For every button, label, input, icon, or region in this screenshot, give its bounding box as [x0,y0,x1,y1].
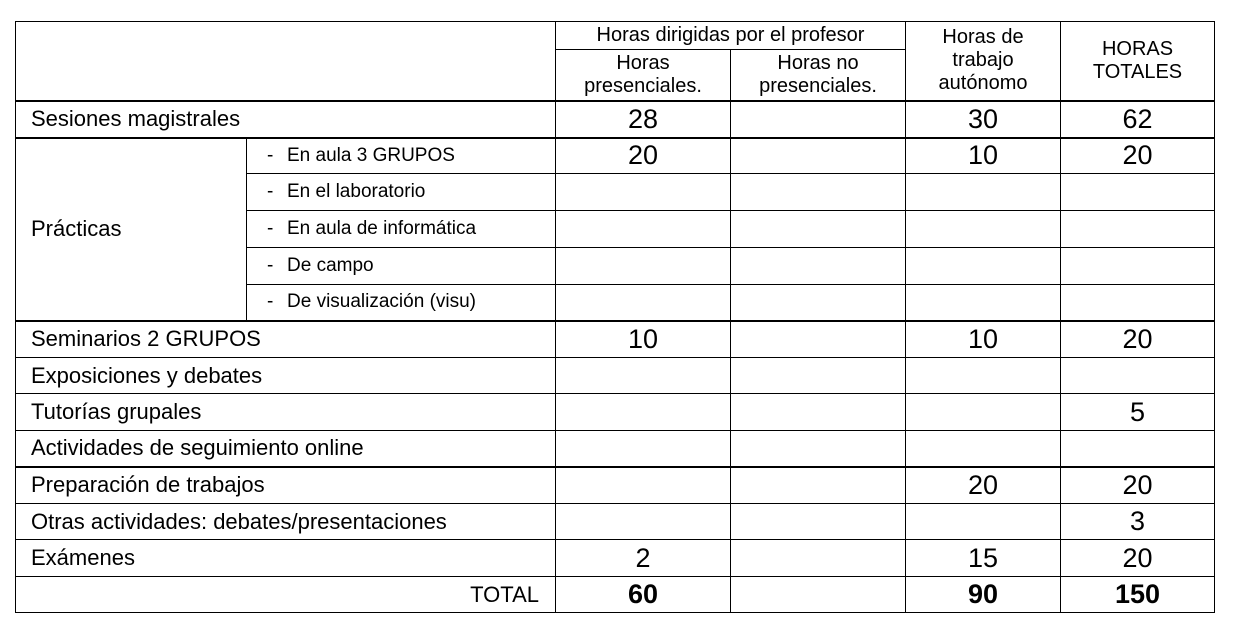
dash-marker: - [267,144,274,166]
header-presenciales: Horas presenciales. [556,50,731,101]
cell-no-presenciales [731,540,906,577]
cell-presenciales [556,248,731,285]
header-autonomo: Horas de trabajo autónomo [906,22,1061,101]
sub-label-text: En el laboratorio [287,181,426,202]
header-no-presenciales: Horas no presenciales. [731,50,906,101]
row-label: Preparación de trabajos [16,467,556,504]
cell-autonomo: 30 [906,101,1061,138]
cell-totales: 20 [1061,138,1215,174]
cell-autonomo: 10 [906,138,1061,174]
row-label: Seminarios 2 GRUPOS [16,321,556,358]
cell-totales: 62 [1061,101,1215,138]
cell-autonomo: 10 [906,321,1061,358]
cell-autonomo [906,248,1061,285]
hours-table [15,21,1215,613]
total-autonomo: 90 [906,577,1061,613]
cell-autonomo: 15 [906,540,1061,577]
cell-no-presenciales [731,321,906,358]
cell-totales [1061,211,1215,248]
cell-autonomo [906,174,1061,211]
total-no-presenciales [731,577,906,613]
cell-presenciales [556,285,731,321]
sub-label-text: En aula 3 GRUPOS [287,144,455,166]
cell-no-presenciales [731,431,906,467]
cell-autonomo [906,394,1061,431]
cell-no-presenciales [731,358,906,394]
table-row [16,394,1215,431]
cell-no-presenciales [731,248,906,285]
cell-no-presenciales [731,394,906,431]
cell-totales: 20 [1061,321,1215,358]
sub-row-label [247,285,556,321]
table-row [16,504,1215,540]
cell-no-presenciales [731,285,906,321]
sub-label-text: De campo [287,255,374,276]
dash-marker: - [267,218,274,239]
cell-presenciales [556,394,731,431]
cell-presenciales [556,358,731,394]
cell-totales: 20 [1061,540,1215,577]
sub-label-text: En aula de informática [287,218,477,239]
header-profesor-group: Horas dirigidas por el profesor [556,22,906,50]
cell-totales [1061,285,1215,321]
cell-presenciales: 20 [556,138,731,174]
row-label-practicas: Prácticas [16,138,247,321]
cell-no-presenciales [731,138,906,174]
cell-presenciales: 28 [556,101,731,138]
row-label: Sesiones magistrales [16,101,556,138]
dash-marker: - [267,181,274,202]
row-label: Exámenes [16,540,556,577]
sub-row-label [247,138,556,174]
cell-totales [1061,174,1215,211]
cell-autonomo [906,285,1061,321]
total-row [16,577,1215,613]
cell-autonomo [906,431,1061,467]
table-row [16,138,1215,174]
row-label: Actividades de seguimiento online [16,431,556,467]
cell-no-presenciales [731,467,906,504]
cell-presenciales [556,174,731,211]
sub-label-text: De visualización (visu) [287,291,477,313]
table-row [16,321,1215,358]
sub-row-label [247,174,556,211]
row-label: Exposiciones y debates [16,358,556,394]
cell-autonomo [906,211,1061,248]
cell-no-presenciales [731,504,906,540]
table-row [16,431,1215,467]
row-label: Otras actividades: debates/presentaciones [16,504,556,540]
table-row [16,540,1215,577]
cell-presenciales [556,211,731,248]
cell-presenciales: 2 [556,540,731,577]
header-totales: HORAS TOTALES [1061,22,1215,101]
cell-presenciales: 10 [556,321,731,358]
cell-totales [1061,431,1215,467]
header-row-top [16,22,1215,50]
table-row [16,467,1215,504]
header-empty-cell [16,22,556,101]
cell-autonomo [906,358,1061,394]
cell-presenciales [556,504,731,540]
cell-totales: 20 [1061,467,1215,504]
table-row [16,358,1215,394]
cell-totales [1061,358,1215,394]
cell-no-presenciales [731,211,906,248]
cell-presenciales [556,467,731,504]
total-label: TOTAL [16,577,556,613]
dash-marker: - [267,291,274,313]
cell-no-presenciales [731,174,906,211]
total-presenciales: 60 [556,577,731,613]
cell-no-presenciales [731,101,906,138]
table-row [16,101,1215,138]
cell-autonomo [906,504,1061,540]
row-label: Tutorías grupales [16,394,556,431]
cell-autonomo: 20 [906,467,1061,504]
cell-totales: 3 [1061,504,1215,540]
cell-totales: 5 [1061,394,1215,431]
total-totales: 150 [1061,577,1215,613]
dash-marker: - [267,255,274,276]
cell-totales [1061,248,1215,285]
sub-row-label [247,211,556,248]
sub-row-label [247,248,556,285]
cell-presenciales [556,431,731,467]
